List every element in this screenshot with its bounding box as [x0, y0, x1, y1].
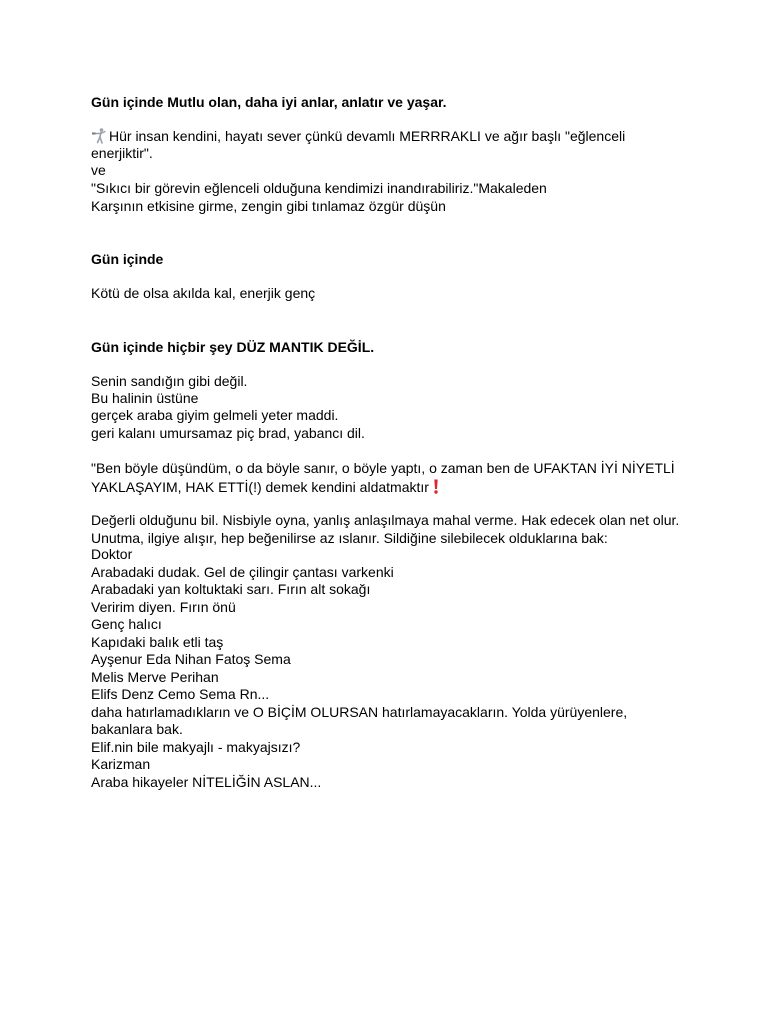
paragraph-4-line: Veririm diyen. Fırın önü — [91, 599, 236, 615]
paragraph-4-line: Ayşenur Eda Nihan Fatoş Sema — [91, 651, 291, 667]
paragraph-4-line: Doktor — [91, 546, 133, 562]
paragraph-4-line: Melis Merve Perihan — [91, 669, 219, 685]
heading-duz-mantik: Gün içinde hiçbir şey DÜZ MANTIK DEĞİL. — [91, 339, 375, 355]
paragraph-4-line: bakanlara bak. — [91, 721, 183, 737]
paragraph-4-line: Genç halıcı — [91, 616, 162, 632]
paragraph-4-line: Kapıdaki balık etli taş — [91, 634, 224, 650]
paragraph-1-line-5: Karşının etkisine girme, zengin gibi tınlamaz özgür düşün — [91, 198, 446, 214]
paragraph-1-line-4: "Sıkıcı bir görevin eğlenceli olduğuna kendimizi inandırabiliriz."Makaleden — [91, 180, 547, 196]
quote-line-1: "Ben böyle düşündüm, o da böyle sanır, o böyle yaptı, o zaman ben de UFAKTAN İYİ NİYETLİ — [91, 460, 675, 476]
paragraph-4-line: Araba hikayeler NİTELİĞİN ASLAN... — [91, 774, 322, 790]
paragraph-2-line-1: Kötü de olsa akılda kal, enerjik genç — [91, 285, 316, 301]
paragraph-4-line: Elif.nin bile makyajlı - makyajsızı? — [91, 739, 301, 755]
paragraph-1-text: Hür insan kendini, hayatı sever çünkü devamlı MERRRAKLI ve ağır başlı "eğlenceli — [109, 128, 626, 144]
paragraph-3-line: geri kalanı umursamaz piç brad, yabancı dil. — [91, 425, 365, 441]
person-icon — [91, 127, 108, 144]
paragraph-1-line-2: enerjiktir". — [91, 145, 153, 161]
paragraph-3-line: Senin sandığın gibi değil. — [91, 373, 248, 389]
quote-line-2 — [91, 478, 440, 495]
paragraph-4-line: daha hatırlamadıkların ve O BİÇİM OLURSAN hatırlamayacakların. Yolda yürüyenlere, — [91, 704, 628, 720]
paragraph-3-line: gerçek araba giyim gelmeli yeter maddi. — [91, 407, 339, 423]
paragraph-1-line-1 — [91, 127, 625, 144]
exclamation-icon — [432, 478, 440, 495]
paragraph-4-line: Karizman — [91, 756, 151, 772]
quote-text: YAKLAŞAYIM, HAK ETTİ(!) demek kendini aldatmaktır — [91, 479, 429, 495]
paragraph-4-line: Elifs Denz Cemo Sema Rn... — [91, 686, 270, 702]
paragraph-4-line: Değerli olduğunu bil. Nisbiyle oyna, yanlış anlaşılmaya mahal verme. Hak edecek olan net olur. — [91, 512, 680, 528]
paragraph-4-line: Unutma, ilgiye alışır, hep beğenilirse az ıslanır. Sildiğine silebilecek olduklarına bak: — [91, 530, 608, 546]
paragraph-1-line-3: ve — [91, 162, 106, 178]
paragraph-4-line: Arabadaki dudak. Gel de çilingir çantası varkenki — [91, 564, 394, 580]
heading-gun-icinde: Gün içinde — [91, 251, 164, 267]
heading-mutlu: Gün içinde Mutlu olan, daha iyi anlar, anlatır ve yaşar. — [91, 94, 447, 110]
paragraph-3-line: Bu halinin üstüne — [91, 390, 199, 406]
paragraph-4-line: Arabadaki yan koltuktaki sarı. Fırın alt sokağı — [91, 581, 371, 597]
